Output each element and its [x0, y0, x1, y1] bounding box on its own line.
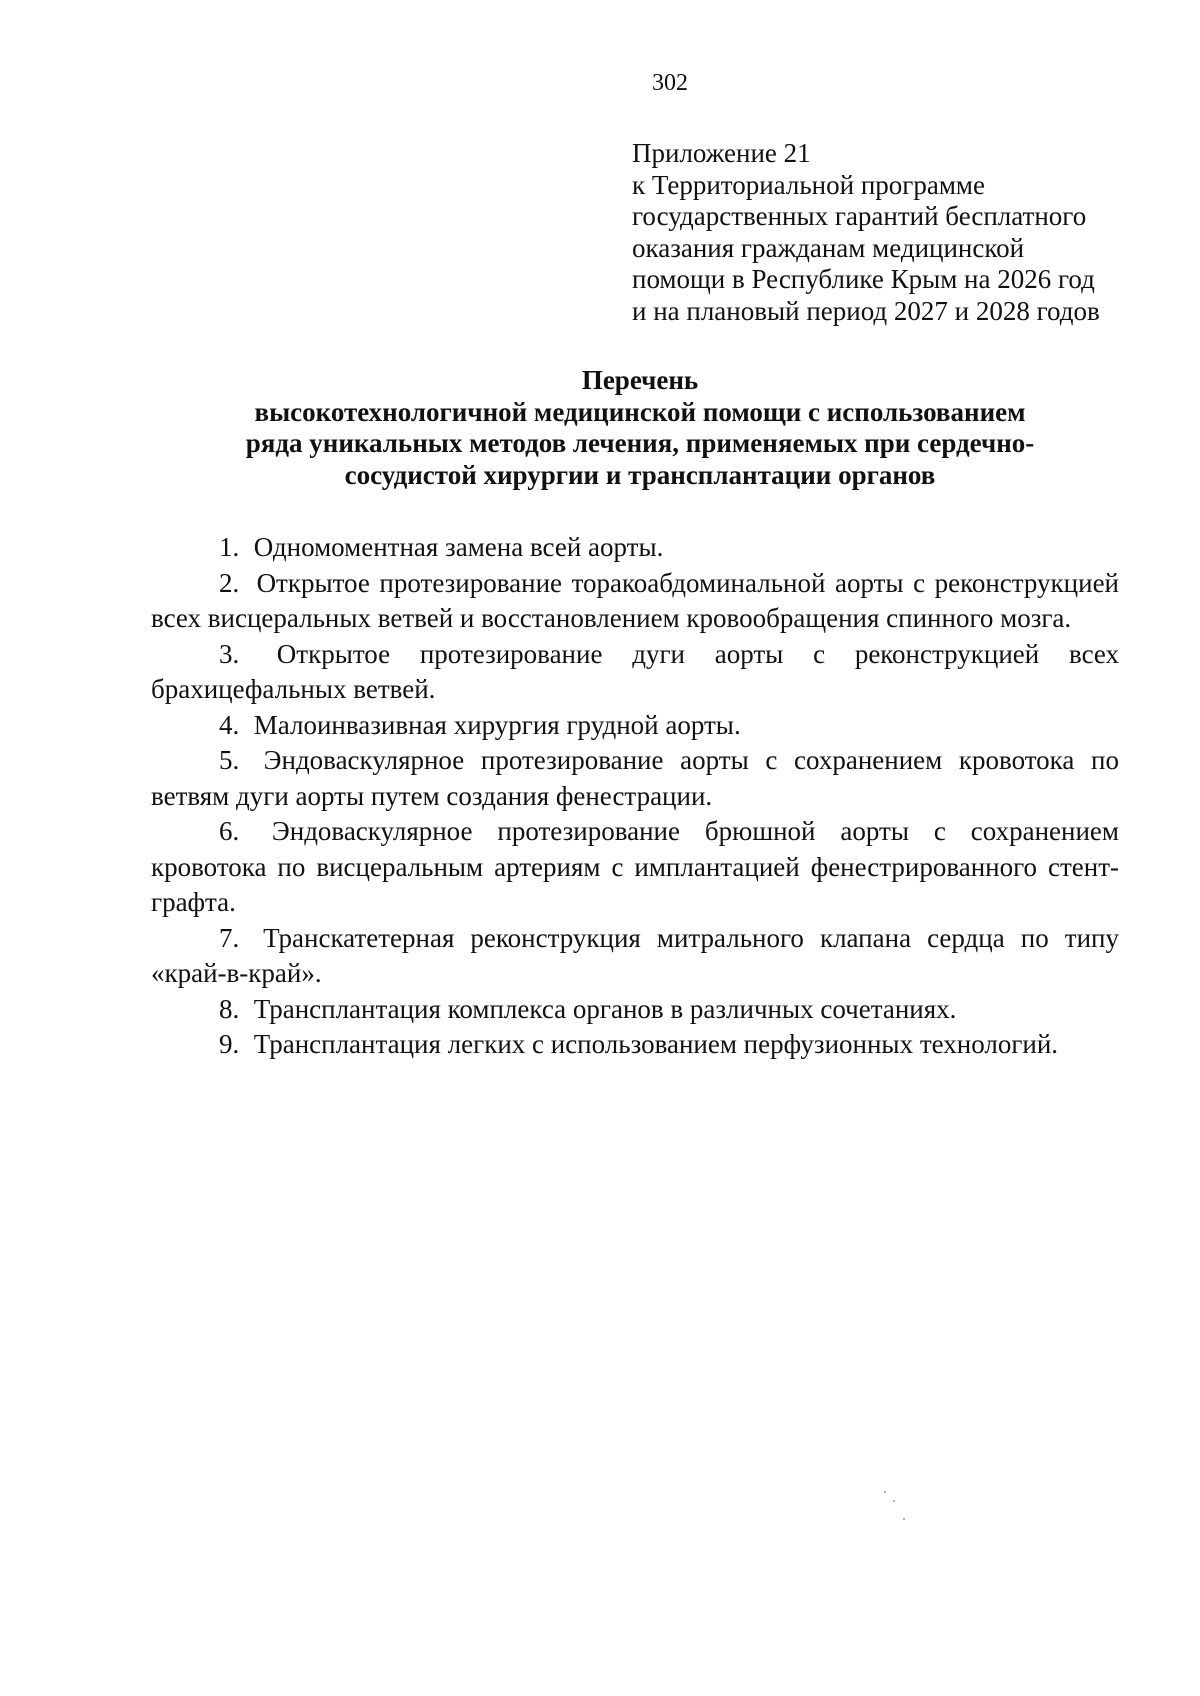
appendix-line: государственных гарантий бесплатного: [632, 201, 1087, 231]
list-item: [151, 814, 1119, 921]
list-item-number: 5.: [219, 745, 240, 775]
list-item-text: Открытое протезирование торакоабдоминальной аорты с реконструкцией всех висцеральных ветвей и восстановлением кровообращения спинного мозга.: [151, 567, 1120, 633]
page-number: 302: [652, 70, 688, 96]
list-item-number: 2.: [219, 567, 240, 598]
list-item-number: 6.: [219, 816, 240, 846]
list-item-text: Трансплантация легких с использованием перфузионных технологий.: [253, 1029, 1059, 1059]
list-item: [151, 1027, 1119, 1063]
document-title: [150, 365, 1130, 491]
list-item-text: Малоинвазивная хирургия грудной аорты.: [253, 709, 741, 740]
scan-speck: [893, 1500, 895, 1502]
title-line: Перечень: [581, 365, 699, 395]
appendix-header: [632, 138, 1132, 327]
list-item-text: Эндоваскулярное протезирование аорты с сохранением кровотока по ветвям дуги аорты путем создания фенестрации.: [151, 745, 1119, 811]
procedure-list: [151, 530, 1119, 1063]
list-item-text: Одномоментная замена всей аорты.: [253, 532, 664, 562]
title-line: высокотехнологичной медицинской помощи с использованием: [254, 396, 1026, 427]
appendix-line: оказания гражданам медицинской: [632, 232, 1025, 263]
list-item-number: 8.: [219, 993, 240, 1024]
appendix-line: и на плановый период 2027 и 2028 годов: [632, 295, 1100, 326]
scan-speck: [884, 1491, 886, 1493]
list-item-text: Эндоваскулярное протезирование брюшной аорты с сохранением кровотока по висцеральным артериям с имплантацией фенестрированного стент-графта.: [151, 816, 1119, 917]
list-item: [151, 637, 1119, 708]
list-item-number: 1.: [219, 532, 240, 562]
list-item-text: Открытое протезирование дуги аорты с реконструкцией всех брахицефальных ветвей.: [151, 638, 1120, 704]
list-item: [151, 530, 1119, 566]
list-item-text: Транскатетерная реконструкция митрального клапана сердца по типу «край-в-край».: [151, 922, 1119, 988]
title-line: ряда уникальных методов лечения, применяемых при сердечно-: [245, 428, 1035, 458]
list-item: [151, 743, 1119, 814]
list-item: [151, 566, 1119, 637]
list-item-number: 9.: [219, 1029, 240, 1059]
appendix-line: помощи в Республике Крым на 2026 год: [632, 264, 1095, 294]
list-item-number: 7.: [219, 922, 240, 953]
list-item-number: 4.: [219, 709, 240, 740]
list-item-text: Трансплантация комплекса органов в различных сочетаниях.: [253, 993, 957, 1024]
list-item: [151, 992, 1119, 1028]
title-line: сосудистой хирургии и трансплантации органов: [344, 459, 936, 490]
appendix-line: к Территориальной программе: [632, 169, 985, 200]
list-item-number: 3.: [219, 638, 240, 669]
scan-speck: [903, 1518, 905, 1520]
list-item: [151, 708, 1119, 744]
list-item: [151, 921, 1119, 992]
appendix-line: Приложение 21: [632, 138, 811, 168]
